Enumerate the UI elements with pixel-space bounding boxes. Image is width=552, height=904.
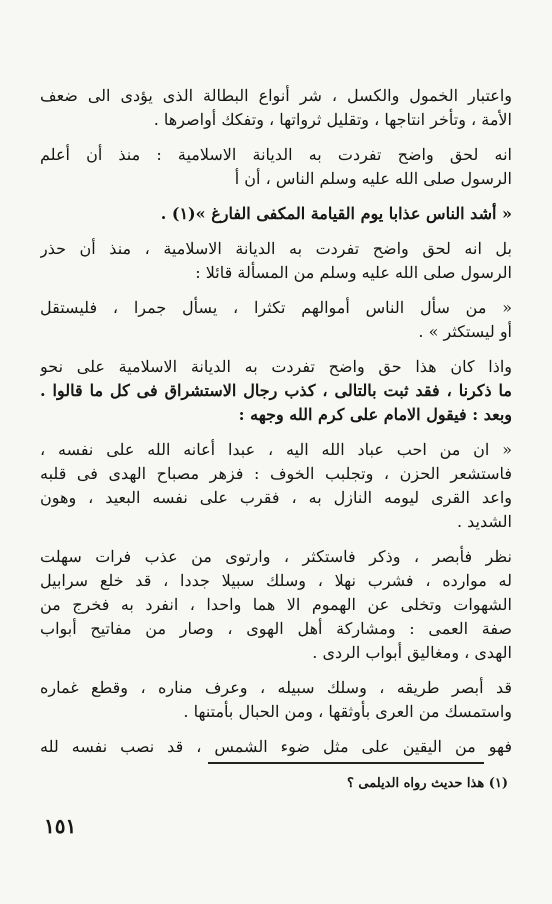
text-line: الشديد . bbox=[456, 512, 512, 531]
text-line: واعتبار الخمول والكسل ، شر أنواع البطالة الذى يؤدى الى ضعف bbox=[40, 86, 512, 105]
body-text bbox=[40, 84, 512, 759]
text-line: بل انه لحق واضح تفردت به الديانة الاسلامية ، منذ أن حذر bbox=[40, 239, 512, 258]
paragraph bbox=[40, 296, 512, 344]
paragraph bbox=[40, 202, 512, 226]
paragraph bbox=[40, 545, 512, 665]
text-line: الأمة ، وتأخر انتاجها ، وتقليل ثرواتها ، وتفكك أواصرها . bbox=[153, 110, 512, 129]
text-line: الرسول صلى الله عليه وسلم من المسألة قائلا : bbox=[195, 263, 512, 282]
text-line: واذا كان هذا حق واضح تفردت به الديانة الاسلامية على نحو bbox=[40, 357, 512, 376]
paragraph bbox=[40, 237, 512, 285]
text-line: الرسول صلى الله عليه وسلم الناس ، أن أ bbox=[234, 169, 512, 188]
text-line: واستمسك من العرى بأوثقها ، ومن الحبال بأمتنها . bbox=[183, 702, 512, 721]
text-line: فاستشعر الحزن ، وتجلبب الخوف : فزهر مصباح الهدى فى قلبه bbox=[40, 464, 512, 483]
paragraph bbox=[40, 143, 512, 191]
paragraph bbox=[40, 438, 512, 534]
text-line: له موارده ، فشرب نهلا ، وسلك سبيلا جددا ، قد خلع سرابيل bbox=[40, 571, 512, 590]
paragraph bbox=[40, 84, 512, 132]
paragraph bbox=[40, 676, 512, 724]
text-line: وبعد : فيقول الامام على كرم الله وجهه : bbox=[238, 405, 512, 424]
text-line: واعد القرى ليومه النازل به ، فقرب على نفسه البعيد ، وهون bbox=[40, 488, 512, 507]
text-line: أو ليستكثر » . bbox=[418, 322, 512, 341]
footnote: (١) هذا حديث رواه الديلمى ؟ bbox=[346, 776, 508, 791]
page-number: ١٥١ bbox=[44, 814, 77, 838]
text-line: « ان من احب عباد الله اليه ، عبدا أعانه الله على نفسه ، bbox=[40, 440, 512, 459]
paragraph bbox=[40, 355, 512, 427]
text-line: الشهوات وتخلى عن الهموم الا هما واحدا ، انفرد به فخرج من bbox=[40, 595, 512, 614]
text-line: نظر فأبصر ، وذكر فاستكثر ، وارتوى من عذب فرات سهلت bbox=[40, 547, 512, 566]
text-line: « أشد الناس عذابا يوم القيامة المكفى الفارغ »(١) . bbox=[160, 204, 512, 223]
text-line: فهو من اليقين على مثل ضوء الشمس ، قد نصب نفسه لله bbox=[40, 737, 512, 756]
footnote-divider bbox=[208, 762, 484, 764]
text-line: صفة العمى : ومشاركة أهل الهوى ، وصار من مفاتيح أبواب bbox=[40, 619, 512, 638]
text-line: « من سأل الناس أموالهم تكثرا ، يسأل جمرا ، فليستقل bbox=[40, 298, 512, 317]
text-line: انه لحق واضح تفردت به الديانة الاسلامية : منذ أن أعلم bbox=[40, 145, 512, 164]
text-line: الهدى ، ومغاليق أبواب الردى . bbox=[312, 643, 512, 662]
text-line: قد أبصر طريقه ، وسلك سبيله ، وعرف مناره ، وقطع غماره bbox=[40, 678, 512, 697]
paragraph bbox=[40, 735, 512, 759]
text-line: ما ذكرنا ، فقد ثبت بالتالى ، كذب رجال الاستشراق فى كل ما قالوا . bbox=[40, 381, 512, 400]
